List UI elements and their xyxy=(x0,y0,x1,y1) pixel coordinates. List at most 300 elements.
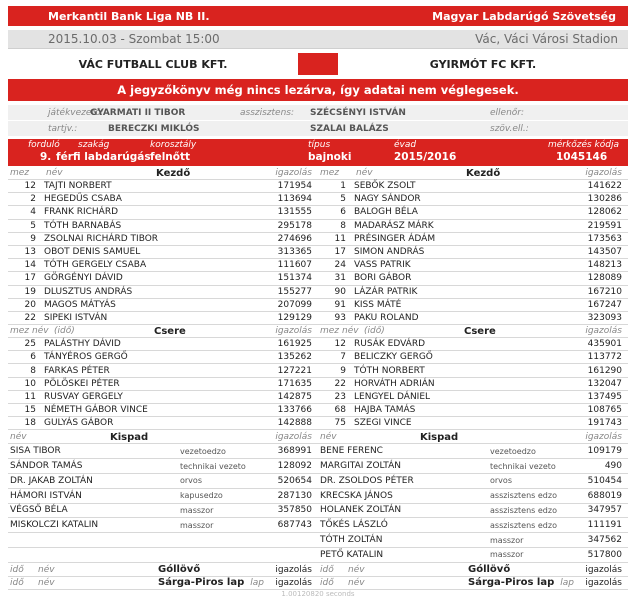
referee-name: GYARMATI II TIBOR xyxy=(90,107,186,118)
away-team-name: GYIRMÓT FC KFT. xyxy=(429,57,537,71)
player-name: PAKU ROLAND xyxy=(354,312,419,323)
home-cards-title: Sárga-Piros lap xyxy=(158,577,245,589)
staff-name: VÉGSŐ BÉLA xyxy=(10,505,68,516)
name-label: név xyxy=(342,326,359,337)
bench-row xyxy=(318,459,628,474)
player-row xyxy=(8,206,318,219)
player-row xyxy=(8,272,318,285)
player-row xyxy=(8,220,318,233)
license-id: 173563 xyxy=(587,233,622,244)
player-row xyxy=(318,193,628,206)
staff-name: TŐKÉS LÁSZLÓ xyxy=(320,520,388,531)
observer-label: szöv.ell.: xyxy=(490,123,529,134)
license-id: 128062 xyxy=(587,207,622,218)
league-bar xyxy=(8,6,628,26)
name-label: név xyxy=(38,577,55,588)
staff-role: masszor xyxy=(490,550,524,560)
bench-row xyxy=(8,459,318,474)
bench-row-empty xyxy=(8,533,318,548)
player-row xyxy=(318,180,628,193)
license-id: 323093 xyxy=(587,312,622,323)
license-id: 295178 xyxy=(277,220,312,231)
player-name: TAJTI NORBERT xyxy=(44,181,112,192)
player-row xyxy=(318,286,628,299)
staff-role: masszor xyxy=(180,520,214,530)
player-name: BELICZKY GERGŐ xyxy=(354,352,433,363)
away-start-header xyxy=(318,167,628,180)
staff-name: HOLANEK ZOLTÁN xyxy=(320,505,402,516)
player-row xyxy=(318,351,628,364)
player-row xyxy=(318,259,628,272)
away-bench xyxy=(318,431,628,562)
staff-name: SISA TIBOR xyxy=(10,446,61,457)
bench-row xyxy=(8,504,318,519)
bench-row xyxy=(8,444,318,459)
license-id: 347562 xyxy=(587,535,622,546)
staff-name: KRECSKA JÁNOS xyxy=(320,490,393,501)
license-id: 287130 xyxy=(277,490,312,501)
bench-grid xyxy=(8,431,628,562)
shirt-number: 20 xyxy=(24,299,36,310)
footer-ghost-text: 1.00120820 seconds xyxy=(281,589,355,598)
player-row xyxy=(8,259,318,272)
shirt-number: 10 xyxy=(24,378,36,389)
name-label: név xyxy=(46,168,63,178)
home-column xyxy=(8,167,318,430)
player-row xyxy=(318,272,628,285)
staff-role: vezetoedzo xyxy=(490,446,536,456)
away-scorers xyxy=(318,564,628,577)
id-label: igazolás xyxy=(585,432,622,443)
bench-row xyxy=(8,474,318,489)
player-row xyxy=(318,206,628,219)
id-label: igazolás xyxy=(275,168,312,178)
license-id: 113772 xyxy=(587,352,622,363)
license-id: 219591 xyxy=(587,220,622,231)
player-name: LENGYEL DÁNIEL xyxy=(354,391,431,402)
staff-name: DR. JAKAB ZOLTÁN xyxy=(10,475,93,486)
staff-role: asszisztens edzo xyxy=(490,491,557,501)
season-value: 2015/2016 xyxy=(394,151,457,163)
license-id: 167210 xyxy=(587,286,622,297)
home-team-name: VÁC FUTBALL CLUB KFT. xyxy=(78,57,228,71)
license-id: 274696 xyxy=(277,233,312,244)
away-bench-title: Kispad xyxy=(420,431,459,443)
player-name: TÁNYÉROS GERGŐ xyxy=(44,352,128,363)
license-id: 313365 xyxy=(277,247,312,258)
player-row xyxy=(8,338,318,351)
license-id: 108765 xyxy=(587,405,622,416)
round-value: 9. xyxy=(40,151,52,163)
player-name: DLUSZTUS ANDRÁS xyxy=(44,286,133,297)
bench-row xyxy=(8,489,318,504)
bench-row xyxy=(318,533,628,548)
teams-bar xyxy=(8,53,628,75)
license-id: 141622 xyxy=(587,181,622,192)
id-label: igazolás xyxy=(275,326,312,337)
player-row xyxy=(318,299,628,312)
home-scorers-title: Góllövő xyxy=(158,564,201,576)
player-name: VASS PATRIK xyxy=(354,260,411,271)
shirt-number: 14 xyxy=(24,260,36,271)
player-row xyxy=(8,286,318,299)
assistant1-name: SZÉCSÉNYI ISTVÁN xyxy=(310,107,406,118)
season-header: évad xyxy=(394,140,417,150)
shirt-number: 1 xyxy=(340,181,346,192)
id-label: igazolás xyxy=(275,432,312,443)
card-label: lap xyxy=(250,577,264,588)
center-color-block xyxy=(298,53,338,75)
player-name: NÉMETH GÁBOR VINCE xyxy=(44,405,148,416)
player-row xyxy=(318,246,628,259)
player-row xyxy=(8,299,318,312)
player-row xyxy=(318,338,628,351)
player-name: PALÁSTHY DÁVID xyxy=(44,339,121,350)
away-subs-title: Csere xyxy=(464,325,496,337)
player-name: KISS MÁTÉ xyxy=(354,299,402,310)
home-bench-title: Kispad xyxy=(110,431,149,443)
shirt-number: 6 xyxy=(30,352,36,363)
shirt-number: 5 xyxy=(340,194,346,205)
license-id: 171954 xyxy=(277,181,312,192)
away-cards xyxy=(318,577,628,590)
name-label: név xyxy=(348,577,365,588)
bench-row xyxy=(318,548,628,563)
player-row xyxy=(8,417,318,430)
shirt-number: 12 xyxy=(24,181,36,192)
bench-row xyxy=(8,518,318,533)
player-row xyxy=(8,233,318,246)
license-id: 207099 xyxy=(277,299,312,310)
shirt-number: 31 xyxy=(334,273,346,284)
license-id: 688019 xyxy=(587,490,622,501)
away-start-title: Kezdő xyxy=(466,167,501,179)
player-row xyxy=(318,391,628,404)
shirt-number: 9 xyxy=(30,233,36,244)
license-id: 167247 xyxy=(587,299,622,310)
assistant2-name: SZALAI BALÁZS xyxy=(310,123,389,134)
home-bench xyxy=(8,431,318,562)
code-value: 1045146 xyxy=(556,151,608,163)
referee-label: játékvezető: xyxy=(48,107,104,118)
away-bench-header xyxy=(318,431,628,444)
name-label: név xyxy=(320,432,337,443)
license-id: 357850 xyxy=(277,505,312,516)
shirt-number: 22 xyxy=(24,312,36,323)
player-name: RUSÁK EDVÁRD xyxy=(354,339,426,350)
date-venue-bar xyxy=(8,30,628,49)
name-label: név xyxy=(38,564,55,575)
player-name: SEBŐK ZSOLT xyxy=(354,181,416,192)
fourth-official-label: tartjv.: xyxy=(48,123,78,134)
license-id: 510454 xyxy=(587,475,622,486)
officials-row-1 xyxy=(8,105,628,121)
shirt-number: 7 xyxy=(340,352,346,363)
license-id: 128089 xyxy=(587,273,622,284)
shirt-number: 68 xyxy=(334,405,346,416)
shirt-number: 9 xyxy=(340,365,346,376)
player-row xyxy=(8,364,318,377)
home-scorers xyxy=(8,564,318,577)
home-subs-header xyxy=(8,325,318,338)
class-value: férfi labdarúgás xyxy=(56,151,151,163)
mez-label: mez xyxy=(320,168,340,178)
player-name: LÁZÁR PATRIK xyxy=(354,286,418,297)
license-id: 109179 xyxy=(587,446,622,457)
license-id: 128092 xyxy=(277,461,312,472)
class-header: szakág xyxy=(78,140,110,150)
player-name: NAGY SÁNDOR xyxy=(354,194,421,205)
shirt-number: 11 xyxy=(24,391,36,402)
fourth-official-name: BERECZKI MIKLÓS xyxy=(108,123,200,134)
shirt-number: 5 xyxy=(30,220,36,231)
player-name: BORI GÁBOR xyxy=(354,273,412,284)
home-start-header xyxy=(8,167,318,180)
player-name: HEGEDŰS CSABA xyxy=(44,194,122,205)
player-name: ZSOLNAI RICHÁRD TIBOR xyxy=(44,233,159,244)
staff-role: technikai vezeto xyxy=(490,461,556,471)
player-name: FARKAS PÉTER xyxy=(44,365,110,376)
license-id: 131555 xyxy=(277,207,312,218)
license-id: 435901 xyxy=(587,339,622,350)
player-row xyxy=(318,312,628,325)
staff-name: SÁNDOR TAMÁS xyxy=(10,461,83,472)
license-id: 191743 xyxy=(587,418,622,429)
home-cards xyxy=(8,577,318,590)
player-row xyxy=(8,404,318,417)
shirt-number: 93 xyxy=(334,312,346,323)
staff-name: DR. ZSOLDOS PÉTER xyxy=(320,475,414,486)
license-id: 133766 xyxy=(277,405,312,416)
code-header: mérkőzés kódja xyxy=(548,140,619,150)
name-label: név xyxy=(32,326,49,337)
lineups-grid xyxy=(8,167,628,430)
shirt-number: 15 xyxy=(24,405,36,416)
player-name: MAGOS MÁTYÁS xyxy=(44,299,116,310)
staff-role: asszisztens edzo xyxy=(490,520,557,530)
bench-row xyxy=(318,474,628,489)
license-id: 135262 xyxy=(277,352,312,363)
license-id: 171635 xyxy=(277,378,312,389)
shirt-number: 2 xyxy=(30,194,36,205)
staff-name: MISKOLCZI KATALIN xyxy=(10,520,99,531)
player-row xyxy=(318,233,628,246)
license-id: 155277 xyxy=(277,286,312,297)
shirt-number: 17 xyxy=(334,247,346,258)
shirt-number: 23 xyxy=(334,391,346,402)
bench-row xyxy=(318,444,628,459)
player-name: SIPEKI ISTVÁN xyxy=(44,312,108,323)
time-label: (idő) xyxy=(364,326,385,337)
time-label: idő xyxy=(10,577,24,588)
license-id: 520654 xyxy=(277,475,312,486)
type-header: típus xyxy=(308,140,331,150)
shirt-number: 11 xyxy=(334,233,346,244)
license-id: 368991 xyxy=(277,446,312,457)
player-name: TÓTH GERGELY CSABA xyxy=(44,260,147,271)
player-name: GULYÁS GÁBOR xyxy=(44,418,114,429)
license-id: 517800 xyxy=(587,549,622,560)
staff-role: kapusedzo xyxy=(180,491,223,501)
officials-panel xyxy=(8,105,628,137)
shirt-number: 19 xyxy=(24,286,36,297)
player-name: SZEGI VINCE xyxy=(354,418,412,429)
name-label: név xyxy=(348,564,365,575)
player-row xyxy=(8,180,318,193)
player-row xyxy=(318,404,628,417)
player-name: PÖLÖSKEI PÉTER xyxy=(44,378,120,389)
license-id: 129129 xyxy=(277,312,312,323)
staff-role: orvos xyxy=(490,476,512,486)
card-label: lap xyxy=(560,577,574,588)
shirt-number: 13 xyxy=(24,247,36,258)
shirt-number: 18 xyxy=(24,418,36,429)
license-id: 142875 xyxy=(277,391,312,402)
license-id: 687743 xyxy=(277,520,312,531)
age-header: korosztály xyxy=(150,140,197,150)
player-row xyxy=(8,246,318,259)
player-row xyxy=(8,378,318,391)
bench-row-empty xyxy=(8,548,318,563)
player-row xyxy=(318,220,628,233)
player-name: FRANK RICHÁRD xyxy=(44,207,119,218)
shirt-number: 17 xyxy=(24,273,36,284)
shirt-number: 12 xyxy=(334,339,346,350)
license-id: 130286 xyxy=(587,194,622,205)
shirt-number: 25 xyxy=(24,339,36,350)
officials-row-2 xyxy=(8,121,628,137)
player-name: HORVÁTH ADRIÁN xyxy=(354,378,435,389)
id-label: igazolás xyxy=(585,168,622,178)
away-events xyxy=(318,564,628,590)
license-id: 148213 xyxy=(587,260,622,271)
staff-name: PETŐ KATALIN xyxy=(320,549,384,560)
bench-row xyxy=(318,518,628,533)
mez-label: mez xyxy=(10,326,30,337)
player-name: OBOT DENIS SAMUEL xyxy=(44,247,141,258)
player-name: HAJBA TAMÁS xyxy=(354,405,416,416)
round-header: forduló xyxy=(28,140,60,150)
type-value: bajnoki xyxy=(308,151,352,163)
license-id: 142888 xyxy=(277,418,312,429)
license-id: 111191 xyxy=(587,520,622,531)
time-label: idő xyxy=(320,577,334,588)
staff-name: BENE FERENC xyxy=(320,446,383,457)
id-label: igazolás xyxy=(585,564,622,575)
home-events xyxy=(8,564,318,590)
license-id: 132047 xyxy=(587,378,622,389)
shirt-number: 90 xyxy=(334,286,346,297)
home-subs-title: Csere xyxy=(154,325,186,337)
staff-name: HÁMORI ISTVÁN xyxy=(10,490,82,501)
away-cards-title: Sárga-Piros lap xyxy=(468,577,555,589)
license-id: 161290 xyxy=(587,365,622,376)
player-name: GÖRGÉNYI DÁVID xyxy=(44,273,123,284)
shirt-number: 91 xyxy=(334,299,346,310)
staff-role: vezetoedzo xyxy=(180,446,226,456)
match-datetime: 2015.10.03 - Szombat 15:00 xyxy=(48,32,220,46)
id-label: igazolás xyxy=(585,326,622,337)
shirt-number: 75 xyxy=(334,418,346,429)
league-name: Merkantil Bank Liga NB II. xyxy=(48,9,210,23)
id-label: igazolás xyxy=(585,577,622,588)
player-name: SIMON ANDRÁS xyxy=(354,247,425,258)
player-row xyxy=(8,351,318,364)
license-id: 137495 xyxy=(587,391,622,402)
license-id: 111607 xyxy=(277,260,312,271)
controller-label: ellenőr: xyxy=(490,107,525,118)
shirt-number: 8 xyxy=(30,365,36,376)
staff-role: technikai vezeto xyxy=(180,461,246,471)
home-start-title: Kezdő xyxy=(156,167,191,179)
player-row xyxy=(318,378,628,391)
home-bench-header xyxy=(8,431,318,444)
player-row xyxy=(318,364,628,377)
name-label: név xyxy=(10,432,27,443)
license-id: 151374 xyxy=(277,273,312,284)
player-row xyxy=(8,312,318,325)
match-venue: Vác, Váci Városi Stadion xyxy=(475,32,618,46)
shirt-number: 8 xyxy=(340,220,346,231)
staff-role: masszor xyxy=(490,535,524,545)
player-row xyxy=(8,193,318,206)
match-report xyxy=(8,6,628,598)
shirt-number: 4 xyxy=(30,207,36,218)
time-label: idő xyxy=(320,564,334,575)
license-id: 143507 xyxy=(587,247,622,258)
staff-name: MARGITAI ZOLTÁN xyxy=(320,461,401,472)
mez-label: mez xyxy=(10,168,30,178)
player-name: BALOGH BÉLA xyxy=(354,207,418,218)
license-id: 490 xyxy=(604,461,622,472)
player-name: TÓTH NORBERT xyxy=(354,365,425,376)
notice-banner: A jegyzőkönyv még nincs lezárva, így adatai nem véglegesek. xyxy=(8,79,628,101)
shirt-number: 6 xyxy=(340,207,346,218)
license-id: 347957 xyxy=(587,505,622,516)
player-name: RUSVAY GERGELY xyxy=(44,391,123,402)
away-column xyxy=(318,167,628,430)
name-label: név xyxy=(356,168,373,178)
player-name: MADARÁSZ MÁRK xyxy=(354,220,434,231)
player-name: PRÉSINGER ÁDÁM xyxy=(354,233,436,244)
shirt-number: 22 xyxy=(334,378,346,389)
bench-row xyxy=(318,489,628,504)
license-id: 127221 xyxy=(277,365,312,376)
shirt-number: 24 xyxy=(334,260,346,271)
age-value: felnőtt xyxy=(150,151,191,163)
player-row xyxy=(8,391,318,404)
staff-role: asszisztens edzo xyxy=(490,505,557,515)
license-id: 161925 xyxy=(277,339,312,350)
federation-name: Magyar Labdarúgó Szövetség xyxy=(432,9,616,23)
time-label: idő xyxy=(10,564,24,575)
assistants-label: asszisztens: xyxy=(240,107,295,118)
license-id: 113694 xyxy=(277,194,312,205)
time-label: (idő) xyxy=(54,326,75,337)
staff-name: TÓTH ZOLTÁN xyxy=(320,535,383,546)
staff-role: masszor xyxy=(180,505,214,515)
id-label: igazolás xyxy=(275,577,312,588)
away-subs-header xyxy=(318,325,628,338)
away-scorers-title: Góllövő xyxy=(468,564,511,576)
staff-role: orvos xyxy=(180,476,202,486)
mez-label: mez xyxy=(320,326,340,337)
events-grid xyxy=(8,564,628,590)
player-name: TÓTH BARNABÁS xyxy=(44,220,122,231)
id-label: igazolás xyxy=(275,564,312,575)
player-row xyxy=(318,417,628,430)
bench-row xyxy=(318,504,628,519)
